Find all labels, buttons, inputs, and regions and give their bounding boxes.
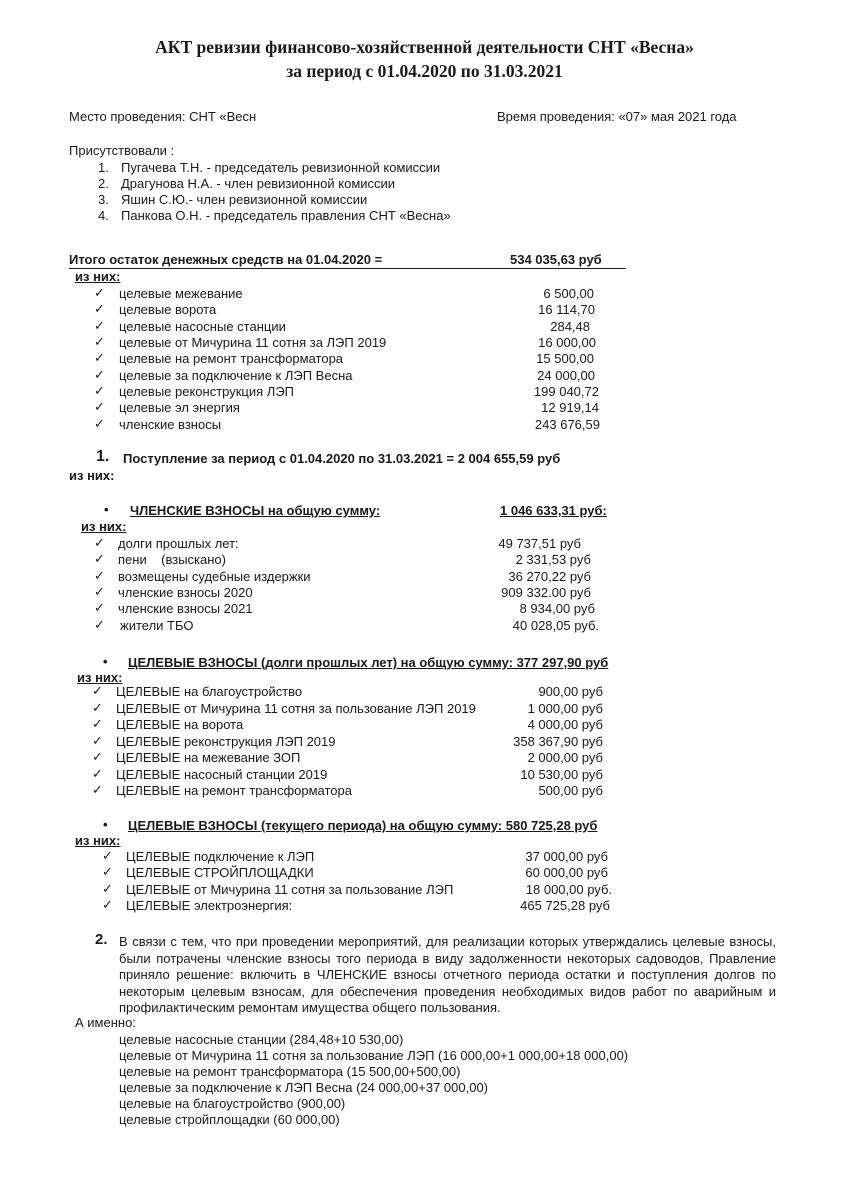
check-icon: ✓ bbox=[92, 749, 103, 764]
check-icon: ✓ bbox=[94, 318, 105, 333]
section1-number: 1. bbox=[96, 448, 110, 465]
balance-item-label: целевые на ремонт трансформатора bbox=[119, 351, 344, 366]
balance-item-label: целевые ворота bbox=[119, 302, 217, 317]
member-fee-label: членские взносы 2020 bbox=[118, 585, 253, 600]
check-icon: ✓ bbox=[94, 551, 105, 566]
namely-item: целевые на ремонт трансформатора (15 500,00+500,00) bbox=[119, 1064, 461, 1079]
check-icon: ✓ bbox=[94, 584, 105, 599]
balance-subheading: из них: bbox=[75, 269, 121, 284]
balance-item-value: 199 040,72 bbox=[533, 384, 599, 399]
target-past-label: ЦЕЛЕВЫЕ на благоустройство bbox=[116, 684, 303, 699]
member-fee-label: пени (взыскано) bbox=[118, 552, 226, 567]
check-icon: ✓ bbox=[94, 350, 105, 365]
section1-subheading: из них: bbox=[69, 468, 115, 483]
target-current-value: 465 725,28 руб bbox=[520, 898, 610, 913]
balance-item-value: 12 919,14 bbox=[541, 400, 599, 415]
member-fees-heading: ЧЛЕНСКИЕ ВЗНОСЫ на общую сумму: bbox=[130, 503, 381, 518]
balance-item-value: 284,48 bbox=[550, 319, 590, 334]
balance-item-label: целевые реконструкция ЛЭП bbox=[119, 384, 295, 399]
document-title-line1: АКТ ревизии финансово-хозяйственной деятельности СНТ «Весна» bbox=[155, 37, 694, 57]
target-past-value: 1 000,00 руб bbox=[527, 701, 603, 716]
target-past-value: 900,00 руб bbox=[538, 684, 603, 699]
balance-item-value: 6 500,00 bbox=[543, 286, 594, 301]
member-fee-value: 8 934,00 руб bbox=[519, 601, 595, 616]
target-past-subheading: из них: bbox=[77, 670, 123, 685]
check-icon: ✓ bbox=[94, 367, 105, 382]
target-current-heading: ЦЕЛЕВЫЕ ВЗНОСЫ (текущего периода) на общую сумму: 580 725,28 руб bbox=[128, 818, 598, 833]
member-fee-value: 36 270,22 руб bbox=[508, 569, 591, 584]
target-past-value: 358 367,90 руб bbox=[513, 734, 603, 749]
target-past-label: ЦЕЛЕВЫЕ от Мичурина 11 сотня за пользование ЛЭП 2019 bbox=[116, 701, 476, 716]
check-icon: ✓ bbox=[92, 782, 103, 797]
place-text: Место проведения: СНТ «Весн bbox=[69, 109, 257, 124]
check-icon: ✓ bbox=[102, 897, 113, 912]
check-icon: ✓ bbox=[94, 568, 105, 583]
check-icon: ✓ bbox=[92, 700, 103, 715]
check-icon: ✓ bbox=[94, 399, 105, 414]
check-icon: ✓ bbox=[94, 383, 105, 398]
target-past-value: 500,00 руб bbox=[538, 783, 603, 798]
bullet-icon: • bbox=[104, 502, 109, 517]
member-fee-label: членские взносы 2021 bbox=[118, 601, 253, 616]
check-icon: ✓ bbox=[92, 733, 103, 748]
section2-number: 2. bbox=[95, 931, 108, 948]
attendee-num: 3. bbox=[98, 192, 109, 207]
member-fees-subheading: из них: bbox=[81, 519, 127, 534]
target-current-label: ЦЕЛЕВЫЕ электроэнергия: bbox=[126, 898, 293, 913]
check-icon: ✓ bbox=[94, 617, 105, 632]
member-fee-value: 909 332.00 руб bbox=[501, 585, 591, 600]
target-past-label: ЦЕЛЕВЫЕ на ворота bbox=[116, 717, 244, 732]
target-past-value: 10 530,00 руб bbox=[520, 767, 603, 782]
document-title-line2: за период с 01.04.2020 по 31.03.2021 bbox=[286, 61, 563, 81]
check-icon: ✓ bbox=[92, 766, 103, 781]
target-past-value: 2 000,00 руб bbox=[527, 750, 603, 765]
check-icon: ✓ bbox=[94, 285, 105, 300]
namely-label: А именно: bbox=[75, 1015, 136, 1030]
check-icon: ✓ bbox=[92, 716, 103, 731]
balance-item-value: 243 676,59 bbox=[534, 417, 600, 432]
target-current-subheading: из них: bbox=[75, 833, 121, 848]
attendee-num: 1. bbox=[98, 160, 109, 175]
attendee-num: 2. bbox=[98, 176, 109, 191]
target-past-label: ЦЕЛЕВЫЕ реконструкция ЛЭП 2019 bbox=[116, 734, 336, 749]
balance-item-label: целевые межевание bbox=[119, 286, 243, 301]
balance-item-label: целевые эл энергия bbox=[119, 400, 240, 415]
member-fee-value: 2 331,53 руб bbox=[515, 552, 591, 567]
check-icon: ✓ bbox=[94, 301, 105, 316]
attendee-text: Яшин С.Ю.- член ревизионной комиссии bbox=[121, 192, 368, 207]
section1-heading: Поступление за период с 01.04.2020 по 31.03.2021 = 2 004 655,59 руб bbox=[123, 451, 561, 466]
attendee-text: Драгунова Н.А. - член ревизионной комиссии bbox=[121, 176, 396, 191]
balance-item-value: 16 114,70 bbox=[538, 302, 595, 317]
check-icon: ✓ bbox=[94, 334, 105, 349]
member-fee-label: жители ТБО bbox=[120, 618, 194, 633]
target-current-value: 18 000,00 руб. bbox=[525, 882, 612, 897]
target-past-value: 4 000,00 руб bbox=[527, 717, 603, 732]
namely-item: целевые за подключение к ЛЭП Весна (24 000,00+37 000,00) bbox=[119, 1080, 489, 1095]
attendee-text: Панкова О.Н. - председатель правления СНТ «Весна» bbox=[121, 208, 451, 223]
check-icon: ✓ bbox=[102, 848, 113, 863]
namely-item: целевые на благоустройство (900,00) bbox=[119, 1096, 346, 1111]
balance-item-label: целевые от Мичурина 11 сотня за ЛЭП 2019 bbox=[119, 335, 387, 350]
member-fee-value: 49 737,51 руб bbox=[498, 536, 581, 551]
balance-item-value: 16 000,00 bbox=[538, 335, 596, 350]
target-past-heading: ЦЕЛЕВЫЕ ВЗНОСЫ (долги прошлых лет) на общую сумму: 377 297,90 руб bbox=[128, 655, 609, 670]
balance-total: 534 035,63 руб bbox=[510, 252, 602, 267]
namely-item: целевые стройплощадки (60 000,00) bbox=[119, 1112, 340, 1127]
bullet-icon: • bbox=[103, 817, 108, 832]
member-fees-total: 1 046 633,31 руб: bbox=[500, 503, 607, 518]
namely-item: целевые насосные станции (284,48+10 530,00) bbox=[119, 1032, 404, 1047]
balance-underline bbox=[69, 268, 626, 269]
member-fee-label: долги прошлых лет: bbox=[118, 536, 239, 551]
attendee-text: Пугачева Т.Н. - председатель ревизионной комиссии bbox=[121, 160, 441, 175]
target-current-label: ЦЕЛЕВЫЕ от Мичурина 11 сотня за пользование ЛЭП bbox=[126, 882, 454, 897]
target-current-label: ЦЕЛЕВЫЕ СТРОЙПЛОЩАДКИ bbox=[126, 865, 314, 880]
balance-item-value: 15 500,00 bbox=[536, 351, 594, 366]
check-icon: ✓ bbox=[94, 535, 105, 550]
target-current-label: ЦЕЛЕВЫЕ подключение к ЛЭП bbox=[126, 849, 315, 864]
bullet-icon: • bbox=[103, 654, 108, 669]
target-current-value: 37 000,00 руб bbox=[525, 849, 608, 864]
target-past-label: ЦЕЛЕВЫЕ на межевание ЗОП bbox=[116, 750, 301, 765]
attendees-label: Присутствовали : bbox=[69, 143, 175, 158]
balance-item-label: целевые за подключение к ЛЭП Весна bbox=[119, 368, 353, 383]
target-current-value: 60 000,00 руб bbox=[525, 865, 608, 880]
section2-paragraph: В связи с тем, что при проведении мероприятий, для реализации которых утверждались целевые взносы, были потрачены членские взносы того периода в виду задолженности некоторых садоводов, Правление приняло решение: включить в ЧЛЕНСКИЕ взносы отчетного периода остатки и поступления долгов по некоторым целевым взносам, для обеспечения проведения необходимых видов работ по аварийным и профилактическим ремонтам имущества общего пользования. bbox=[119, 934, 776, 1015]
member-fee-label: возмещены судебные издержки bbox=[118, 569, 311, 584]
check-icon: ✓ bbox=[92, 683, 103, 698]
balance-item-label: целевые насосные станции bbox=[119, 319, 286, 334]
member-fee-value: 40 028,05 руб. bbox=[512, 618, 599, 633]
balance-item-value: 24 000,00 bbox=[537, 368, 595, 383]
target-past-label: ЦЕЛЕВЫЕ насосный станции 2019 bbox=[116, 767, 328, 782]
time-text: Время проведения: «07» мая 2021 года bbox=[497, 109, 737, 124]
check-icon: ✓ bbox=[102, 864, 113, 879]
target-past-label: ЦЕЛЕВЫЕ на ремонт трансформатора bbox=[116, 783, 352, 798]
namely-item: целевые от Мичурина 11 сотня за пользование ЛЭП (16 000,00+1 000,00+18 000,00) bbox=[119, 1048, 629, 1063]
balance-item-label: членские взносы bbox=[119, 417, 222, 432]
check-icon: ✓ bbox=[94, 416, 105, 431]
balance-heading: Итого остаток денежных средств на 01.04.2020 = bbox=[69, 252, 383, 267]
check-icon: ✓ bbox=[102, 881, 113, 896]
check-icon: ✓ bbox=[94, 600, 105, 615]
attendee-num: 4. bbox=[98, 208, 109, 223]
